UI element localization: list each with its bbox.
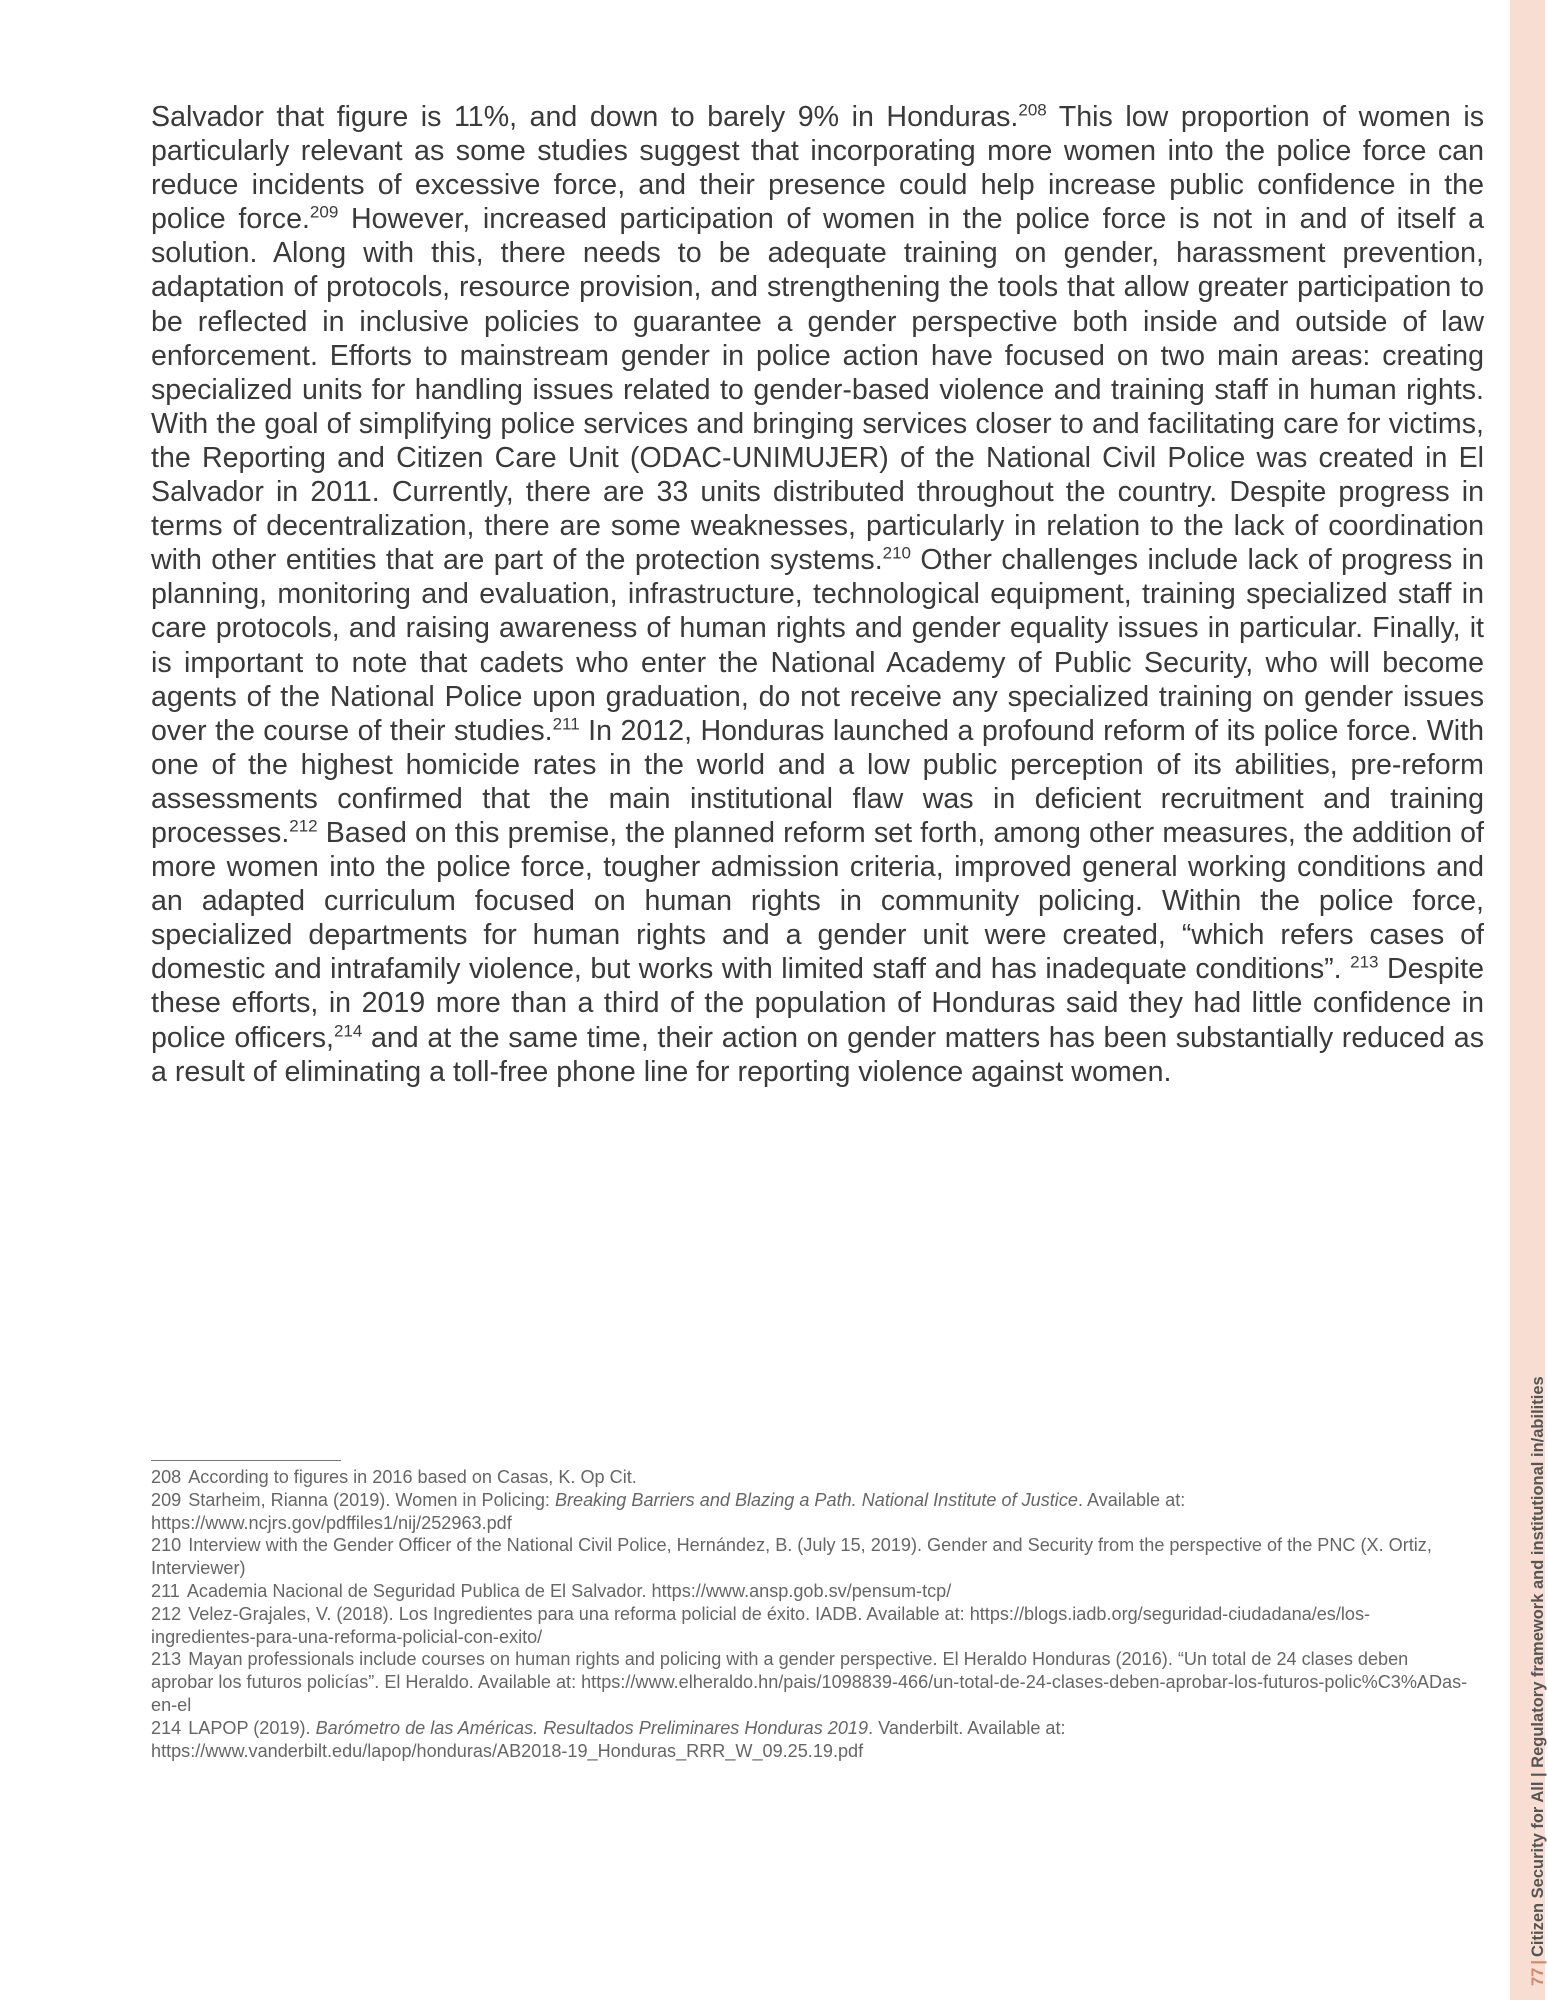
footnote-reference[interactable]: 213 [1350,952,1379,972]
footnote-text: Interview with the Gender Officer of the National Civil Police, Hernández, B. (July 15, 2019). Gender and Security from the perspective of the PNC (X. Ortiz, Interviewer) [151,1535,1432,1579]
footnote-text: According to figures in 2016 based on Casas, K. Op Cit. [188,1467,637,1487]
footnote-text: Academia Nacional de Seguridad Publica de El Salvador. https://www.ansp.gob.sv/pensum-tcp/ [186,1580,952,1601]
footnote-title: Breaking Barriers and Blazing a Path. National Institute of Justice [554,1489,1078,1510]
footnote-reference[interactable]: 208 [1018,100,1047,120]
body-text-segment: and at the same time, their action on gender matters has been substantially reduced as a result of eliminating a toll-free phone line for reporting violence against women. [151,1021,1484,1088]
running-title: Citizen Security for All | Regulatory framework and institutional in/abilities [1529,1376,1547,1958]
page-number: 77 [1529,1967,1547,1986]
footnote-number: 214 [151,1717,182,1738]
footnote-214 [151,1717,1471,1763]
footnote-reference[interactable]: 210 [882,543,912,563]
footnote-reference[interactable]: 214 [333,1021,363,1040]
footnote-number: 213 [151,1649,182,1670]
body-text-segment: In 2012, Honduras launched a profound reform of its police force. With one of the highest homicide rates in the world and a low public perception of its abilities, pre-reform assessments confirmed that the main institutional flaw was in deficient recruitment and training processes. [151,714,1484,849]
page-number-separator: | [1529,1960,1547,1965]
footnote-text: . Vanderbilt. Available at: https://www.vanderbilt.edu/lapop/honduras/AB2018-19_Honduras_RRR_W_09.25.19.pdf [151,1717,1066,1761]
footnote-number: 208 [151,1467,182,1487]
footnote-213 [151,1648,1471,1716]
footnote-reference[interactable]: 211 [552,714,580,734]
footnote-208 [151,1466,1471,1489]
footnote-reference[interactable]: 212 [289,816,318,836]
footnote-text: . Available at: https://www.ncjrs.gov/pdffiles1/nij/252963.pdf [151,1489,1186,1533]
footnote-text: Starheim, Rianna (2019). Women in Policing: [188,1489,555,1510]
footnote-number: 212 [151,1603,182,1624]
running-footer [1528,1376,1548,1986]
body-text-segment: Despite these efforts, in 2019 more than a third of the population of Honduras said they had little confidence in police officers, [151,953,1484,1054]
footnote-text: LAPOP (2019). [188,1717,316,1738]
footnote-number: 209 [151,1489,182,1510]
footnote-209 [151,1489,1471,1535]
body-paragraph [151,100,1484,1089]
footnote-211 [151,1580,1471,1603]
footnote-number: 210 [151,1535,182,1556]
footnote-210 [151,1534,1471,1580]
body-text-segment: Salvador that figure is 11%, and down to barely 9% in Honduras. [151,101,1019,133]
footnote-text: Mayan professionals include courses on human rights and policing with a gender perspective. El Heraldo Honduras (2016). “Un total de 24 clases deben aprobar los futuros policías”. El Heraldo. Available at: https://www.elheraldo.hn/pais/1098839-466/un-total-de-24-clases-deben-aprobar-los-futuros-polic%C3%ADas-en-el [151,1649,1468,1715]
body-text-segment: Based on this premise, the planned reform set forth, among other measures, the addition of more women into the police force, tougher admission criteria, improved general working conditions and an adapted curriculum focused on human rights in community policing. Within the police force, specialized departments for human rights and a gender unit were created, “which refers cases of domestic and intrafamily violence, but works with limited staff and has inadequate conditions”. [151,816,1484,986]
footnotes-section [151,1466,1471,1762]
footnote-title: Barómetro de las Américas. Resultados Preliminares Honduras 2019 [315,1717,869,1738]
footnote-number: 211 [151,1580,180,1601]
body-text-segment: However, increased participation of women in the police force is not in and of itself a solution. Along with this, there needs to be adequate training on gender, harassment prevention, adaptation of protocols, resource provision, and strengthening the tools that allow greater participation to be reflected in inclusive policies to guarantee a gender perspective both inside and outside of law enforcement. Efforts to mainstream gender in police action have focused on two main areas: creating specialized units for handling issues related to gender-based violence and training staff in human rights. With the goal of simplifying police services and bringing services closer to and facilitating care for victims, the Reporting and Citizen Care Unit (ODAC-UNIMUJER) of the National Civil Police was created in El Salvador in 2011. Currently, there are 33 units distributed throughout the country. Despite progress in terms of decentralization, there are some weaknesses, particularly in relation to the lack of coordination with other entities that are part of the protection systems. [151,203,1484,577]
footnote-212 [151,1603,1471,1649]
footnote-text: Velez-Grajales, V. (2018). Los Ingredientes para una reforma policial de éxito. IADB. Available at: https://blogs.iadb.org/seguridad-ciudadana/es/los-ingredientes-para-una-reforma-policial-con-exito/ [151,1603,1371,1647]
body-text-segment: This low proportion of women is particularly relevant as some studies suggest that incorporating more women into the police force can reduce incidents of excessive force, and their presence could help increase public confidence in the police force. [151,101,1484,236]
body-text-segment: Other challenges include lack of progress in planning, monitoring and evaluation, infrastructure, technological equipment, training specialized staff in care protocols, and raising awareness of human rights and gender equality issues in particular. Finally, it is important to note that cadets who enter the National Academy of Public Security, who will become agents of the National Police upon graduation, do not receive any specialized training on gender issues over the course of their studies. [151,544,1484,747]
footnote-divider [151,1460,341,1461]
footnote-reference[interactable]: 209 [309,202,339,222]
